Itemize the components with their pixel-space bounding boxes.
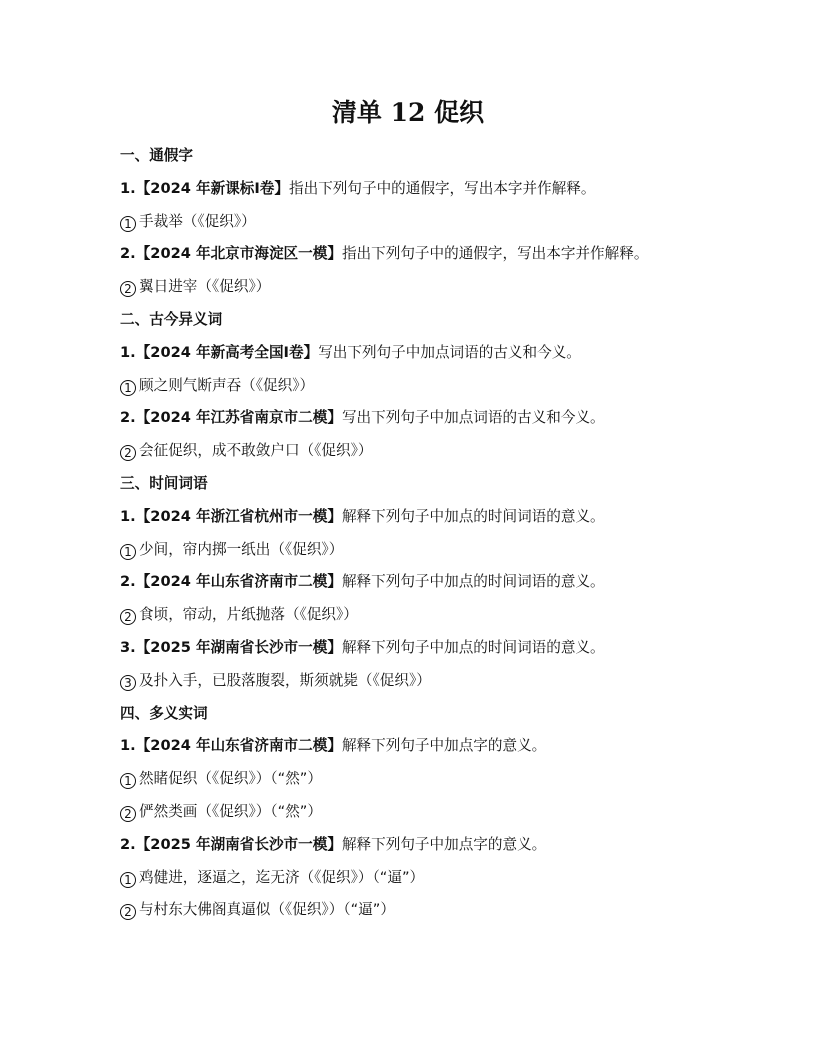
circled-number: 2 <box>120 445 136 461</box>
section-heading: 二、古今异义词 <box>120 310 223 328</box>
question-source: 【2024 年新课标Ⅰ卷】 <box>135 179 289 197</box>
question-line <box>120 730 720 763</box>
sentence-item <box>120 862 720 895</box>
sentence-text: 鸡健进，逐逼之，迄无济（《促织》）（“逼”） <box>139 868 425 886</box>
question-line <box>120 173 720 206</box>
circled-number: 2 <box>120 904 136 920</box>
sentence-item <box>120 534 720 567</box>
circled-number: 1 <box>120 216 136 232</box>
question-prompt: 解释下列句子中加点的时间词语的意义。 <box>341 638 605 656</box>
question-source: 【2024 年浙江省杭州市一模】 <box>135 507 342 525</box>
question-line <box>120 632 720 665</box>
sentence-item <box>120 665 720 698</box>
circled-number: 1 <box>120 544 136 560</box>
sentence-text: 俨然类画（《促织》）（“然”） <box>139 802 322 820</box>
question-prompt: 解释下列句子中加点的时间词语的意义。 <box>341 507 605 525</box>
sentence-item <box>120 796 720 829</box>
sentence-text: 手裁举（《促织》） <box>139 212 256 230</box>
sentence-text: 然睹促织（《促织》）（“然”） <box>139 770 322 788</box>
sentence-text: 少间，帘内掷一纸出（《促织》） <box>139 540 344 558</box>
question-prompt: 解释下列句子中加点的时间词语的意义。 <box>341 573 605 591</box>
circled-number: 2 <box>120 806 136 822</box>
question-line <box>120 337 720 370</box>
question-source: 【2024 年江苏省南京市二模】 <box>135 409 342 427</box>
sentence-item <box>120 894 720 927</box>
circled-number: 1 <box>120 380 136 396</box>
section-heading: 三、时间词语 <box>120 474 208 492</box>
question-line <box>120 829 720 862</box>
question-prompt: 解释下列句子中加点字的意义。 <box>341 835 547 853</box>
question-source: 【2024 年山东省济南市二模】 <box>135 737 342 755</box>
section-heading: 一、通假字 <box>120 147 193 164</box>
question-line <box>120 566 720 599</box>
sentence-item <box>120 206 720 239</box>
question-source: 【2024 年北京市海淀区一模】 <box>135 245 342 263</box>
question-number: 2. <box>120 409 136 427</box>
sentence-text: 翼日进宰（《促织》） <box>139 278 271 296</box>
question-line <box>120 238 720 271</box>
question-prompt: 指出下列句子中的通假字，写出本字并作解释。 <box>289 179 596 197</box>
question-number: 1. <box>120 179 136 197</box>
question-number: 2. <box>120 835 136 853</box>
section-heading: 四、多义实词 <box>120 704 208 722</box>
question-source: 【2024 年山东省济南市二模】 <box>135 573 342 591</box>
question-prompt: 写出下列句子中加点词语的古义和今义。 <box>318 343 581 361</box>
circled-number: 1 <box>120 773 136 789</box>
sentence-item <box>120 435 720 468</box>
question-number: 1. <box>120 507 136 525</box>
question-number: 1. <box>120 343 136 361</box>
sentence-text: 顾之则气断声吞（《促织》） <box>139 376 315 394</box>
question-number: 2. <box>120 245 136 263</box>
question-prompt: 写出下列句子中加点词语的古义和今义。 <box>341 409 605 427</box>
sentence-text: 食顷，帘动，片纸抛落（《促织》） <box>139 606 358 624</box>
question-line <box>120 402 720 435</box>
sentence-text: 会征促织，成不敢敛户口（《促织》） <box>139 442 373 460</box>
sentence-item <box>120 370 720 403</box>
page-title: 清单 12 促织 <box>331 98 485 127</box>
sentence-item <box>120 599 720 632</box>
question-prompt: 指出下列句子中的通假字，写出本字并作解释。 <box>341 245 649 263</box>
circled-number: 2 <box>120 609 136 625</box>
circled-number: 2 <box>120 281 136 297</box>
question-source: 【2024 年新高考全国Ⅰ卷】 <box>135 343 319 361</box>
question-source: 【2025 年湖南省长沙市一模】 <box>135 835 342 853</box>
question-number: 3. <box>120 638 136 656</box>
question-number: 2. <box>120 573 136 591</box>
circled-number: 3 <box>120 675 136 691</box>
question-line <box>120 501 720 534</box>
question-source: 【2025 年湖南省长沙市一模】 <box>135 638 342 656</box>
question-number: 1. <box>120 737 136 755</box>
circled-number: 1 <box>120 872 136 888</box>
sentence-text: 及扑入手，已股落腹裂，斯须就毙（《促织》） <box>139 671 431 689</box>
worksheet-body <box>120 140 720 927</box>
sentence-text: 与村东大佛阁真逼似（《促织》）（“逼”） <box>139 901 395 919</box>
sentence-item <box>120 271 720 304</box>
question-prompt: 解释下列句子中加点字的意义。 <box>341 737 547 755</box>
sentence-item <box>120 763 720 796</box>
